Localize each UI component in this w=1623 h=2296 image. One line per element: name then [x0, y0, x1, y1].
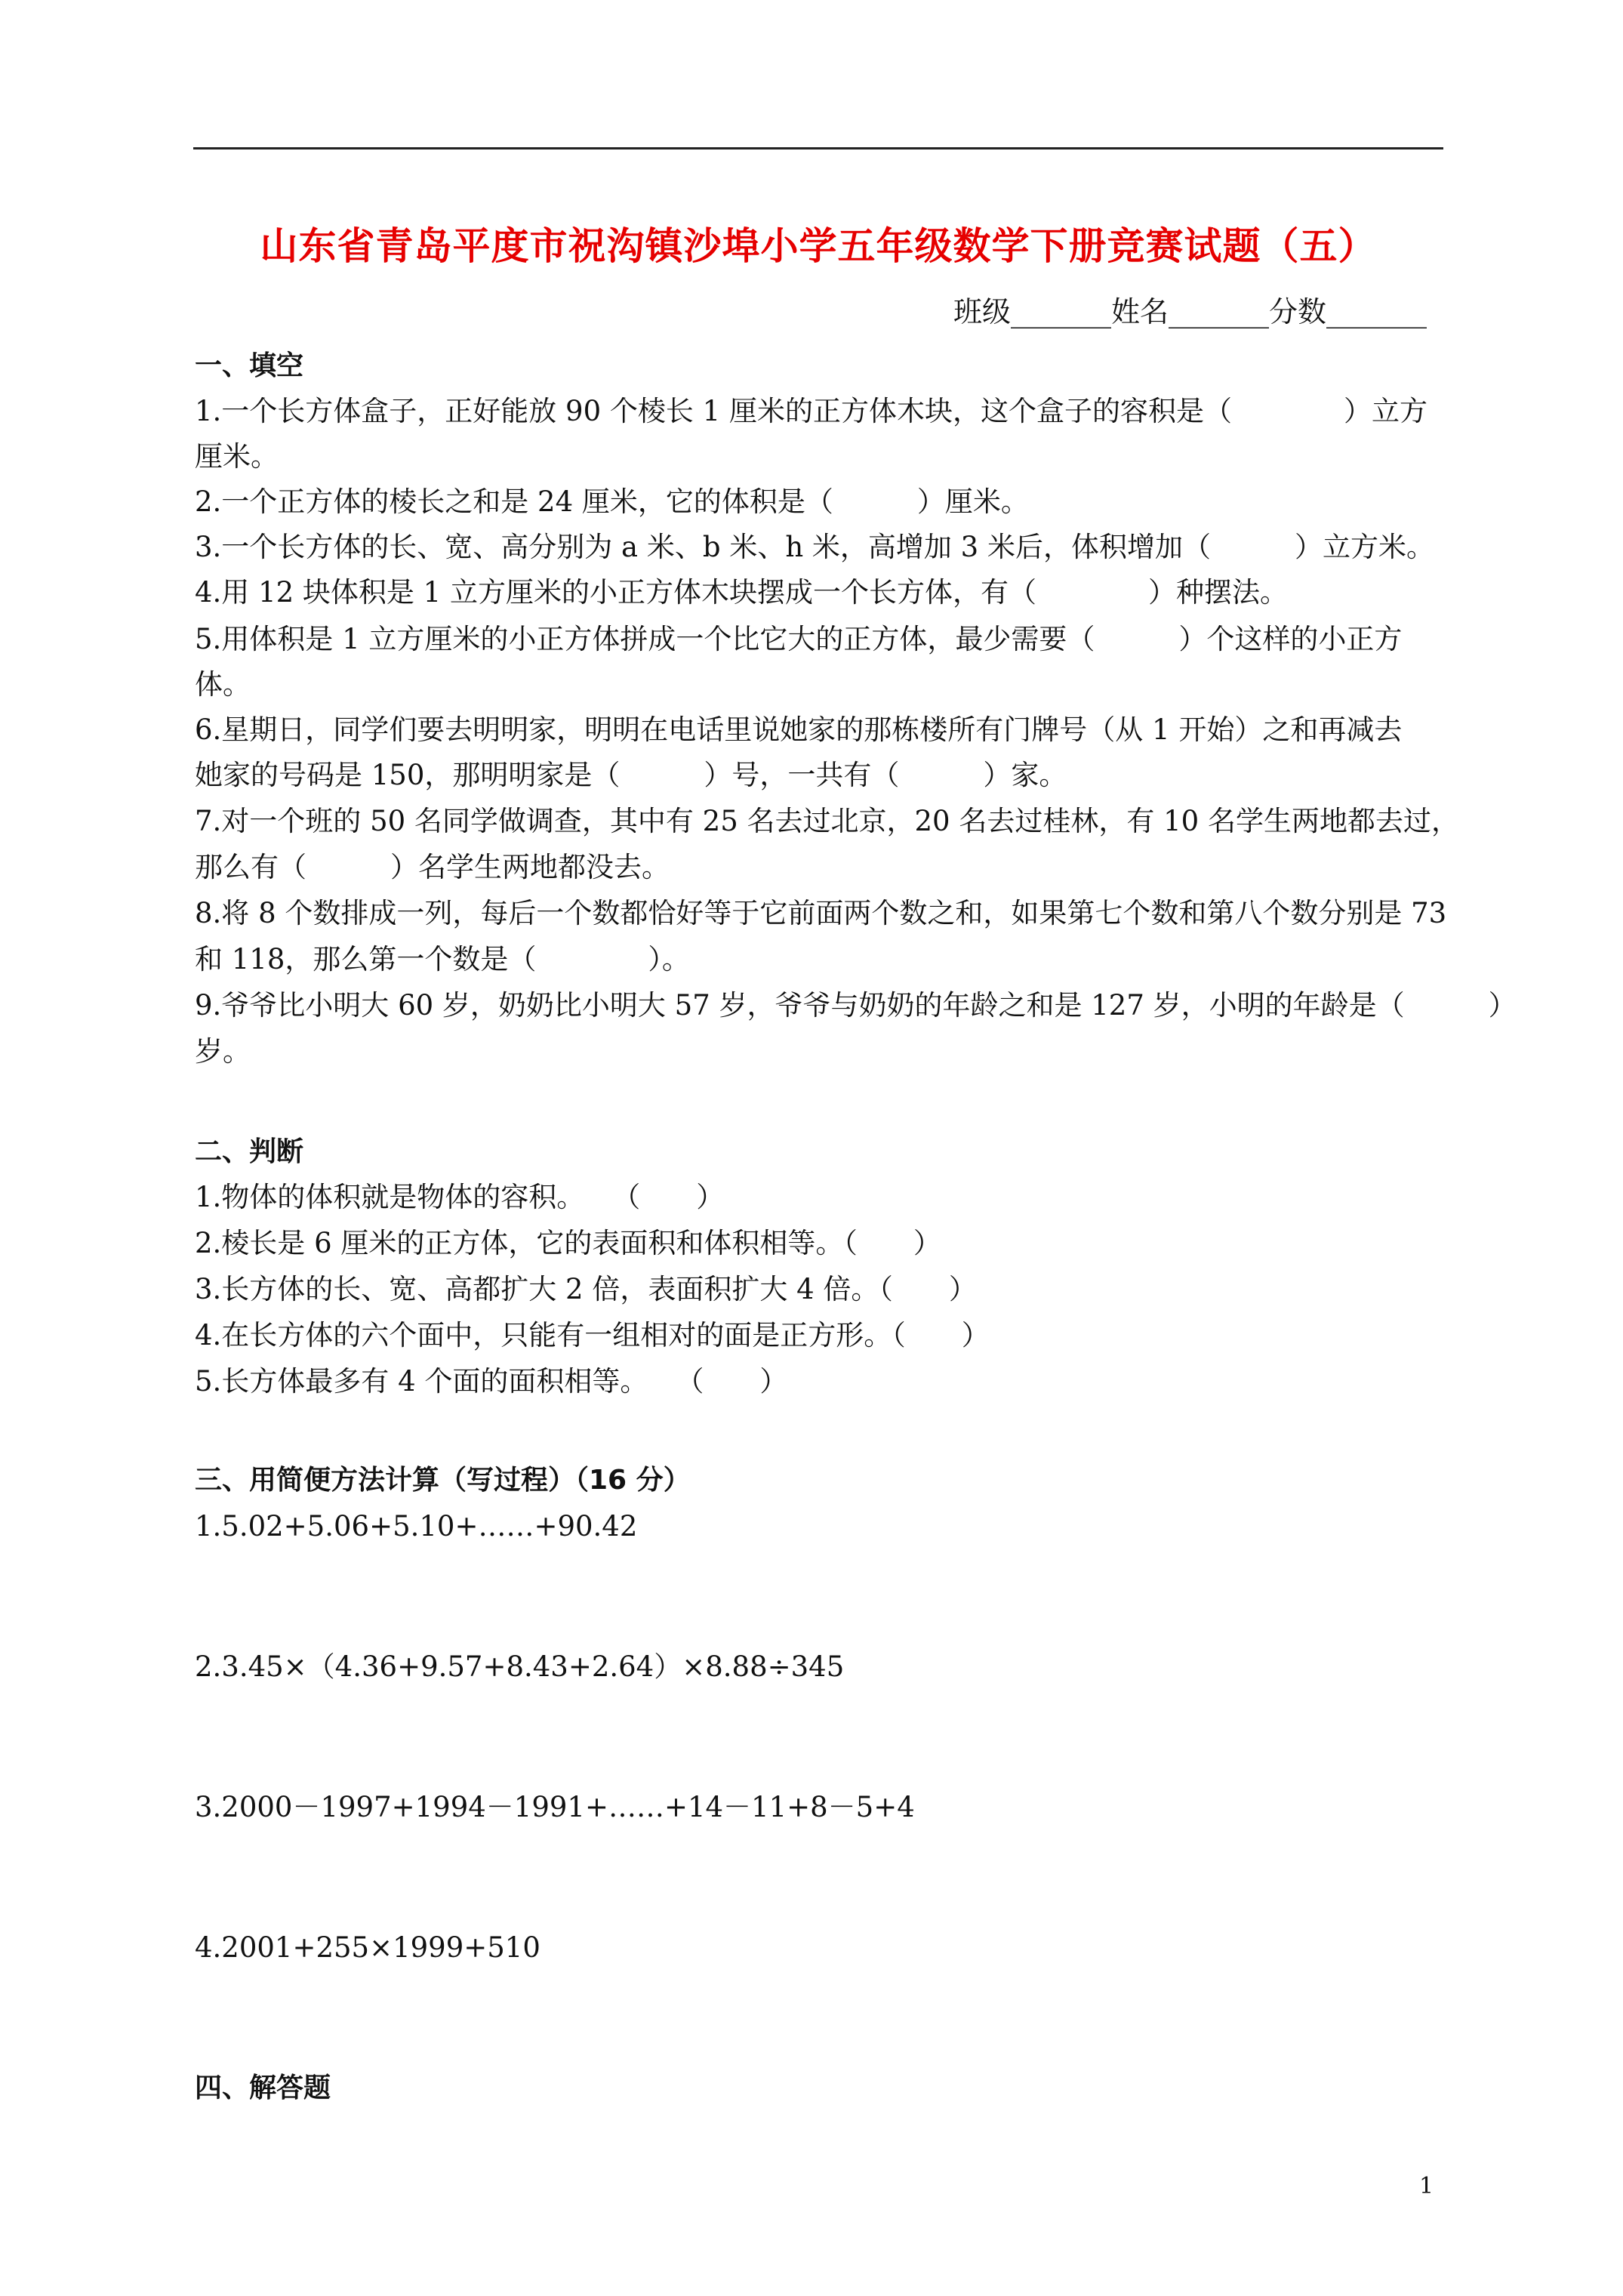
fill-line: 和 118，那么第一个数是（ ）。 — [195, 943, 690, 975]
fill-line: 厘米。 — [195, 440, 279, 473]
fill-line: 1.一个长方体盒子，正好能放 90 个棱长 1 厘米的正方体木块，这个盒子的容积是（ ）立方 — [195, 395, 1427, 427]
fill-line: 体。 — [195, 668, 251, 701]
fill-line: 2.一个正方体的棱长之和是 24 厘米，它的体积是（ ）厘米。 — [195, 485, 1029, 518]
page-number: 1 — [1419, 2173, 1434, 2199]
fill-line: 3.一个长方体的长、宽、高分别为 a 米、b 米、h 米，高增加 3 米后，体积增加（ ）立方米。 — [195, 531, 1434, 563]
fill-line: 8.将 8 个数排成一列，每后一个数都恰好等于它前面两个数之和，如果第七个数和第八个数分别是 73 — [195, 897, 1447, 929]
fill-line: 4.用 12 块体积是 1 立方厘米的小正方体木块摆成一个长方体，有（ ）种摆法。 — [195, 576, 1288, 609]
fill-line: 她家的号码是 150，那明明家是（ ）号，一共有（ ）家。 — [195, 759, 1067, 791]
judge-line: 4.在长方体的六个面中，只能有一组相对的面是正方形。（ ） — [195, 1319, 990, 1351]
header-rule — [193, 147, 1443, 149]
calc-line: 1.5.02+5.06+5.10+……+90.42 — [195, 1510, 638, 1542]
fill-line: 岁。 — [195, 1035, 251, 1068]
judge-line: 3.长方体的长、宽、高都扩大 2 倍，表面积扩大 4 倍。（ ） — [195, 1273, 977, 1305]
judge-line: 5.长方体最多有 4 个面的面积相等。 （ ） — [195, 1365, 788, 1398]
judge-line: 2.棱长是 6 厘米的正方体，它的表面积和体积相等。（ ） — [195, 1227, 941, 1259]
section-heading-calc: 三、用简便方法计算（写过程）（16 分） — [195, 1465, 691, 1496]
calc-line: 2.3.45×（4.36+9.57+8.43+2.64）×8.88÷345 — [195, 1650, 845, 1683]
fill-line: 9.爷爷比小明大 60 岁，奶奶比小明大 57 岁，爷爷与奶奶的年龄之和是 127 岁，小明的年龄是（ ） — [195, 989, 1517, 1022]
fill-line: 7.对一个班的 50 名同学做调查，其中有 25 名去过北京，20 名去过桂林，有 10 名学生两地都去过， — [195, 805, 1459, 837]
calc-line: 3.2000－1997+1994－1991+……+14－11+8－5+4 — [195, 1791, 915, 1823]
section-heading-judge: 二、判断 — [195, 1136, 304, 1167]
judge-line: 1.物体的体积就是物体的容积。 （ ） — [195, 1181, 725, 1213]
student-info-line: 班级_______姓名_______分数_______ — [953, 295, 1427, 328]
section-heading-fill: 一、填空 — [195, 350, 304, 381]
fill-line: 那么有（ ）名学生两地都没去。 — [195, 851, 670, 883]
fill-line: 6.星期日，同学们要去明明家，明明在电话里说她家的那栋楼所有门牌号（从 1 开始）之和再减去 — [195, 713, 1403, 746]
page-title: 山东省青岛平度市祝沟镇沙埠小学五年级数学下册竞赛试题（五） — [260, 224, 1377, 268]
calc-line: 4.2001+255×1999+510 — [195, 1931, 540, 1964]
section-heading-answer: 四、解答题 — [195, 2073, 331, 2103]
fill-line: 5.用体积是 1 立方厘米的小正方体拼成一个比它大的正方体，最少需要（ ）个这样的小正方 — [195, 623, 1403, 655]
